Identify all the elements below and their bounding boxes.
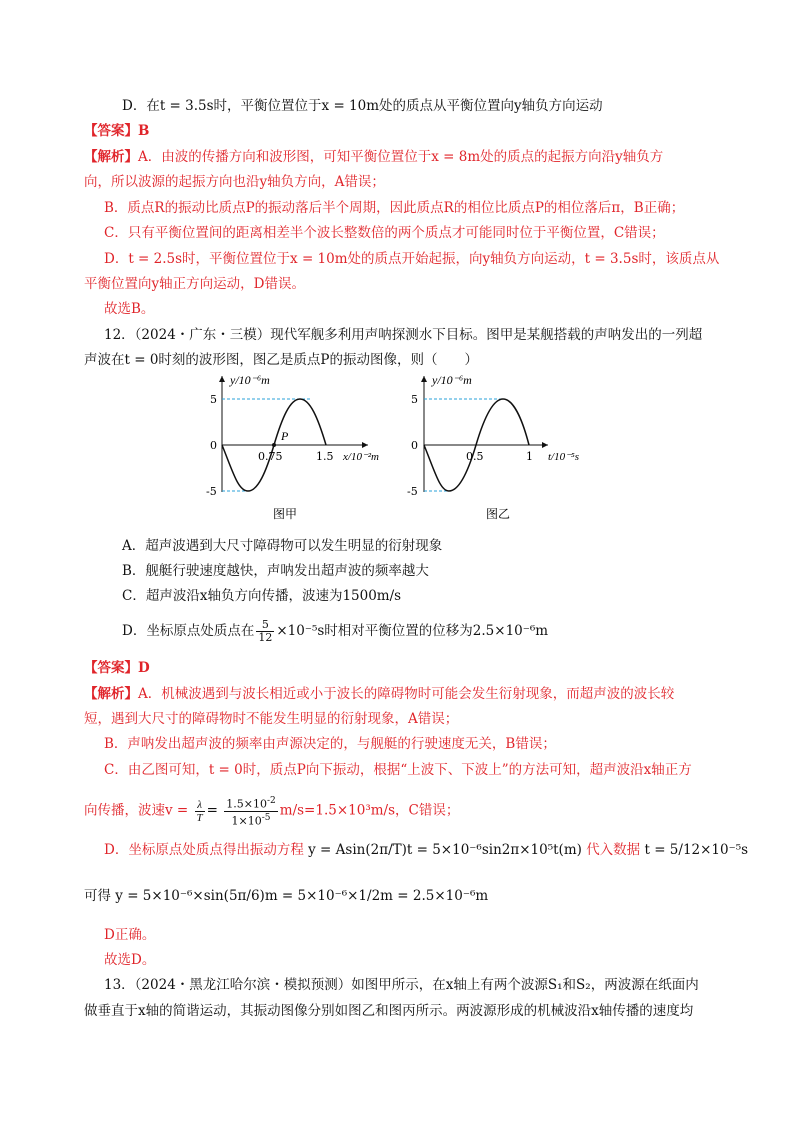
q11-analysis-4b: 平衡位置向y轴正方向运动，D错误。 xyxy=(84,276,305,292)
q12-option-a: A．超声波遇到大尺寸障碍物可以发生明显的衍射现象 xyxy=(122,538,443,554)
answer-value: B xyxy=(138,123,150,139)
q12-answer-line xyxy=(84,658,150,678)
q12-analysis-6: D正确。 xyxy=(104,927,156,943)
q12-stem-a: 12．（2024・广东・三模）现代军舰多利用声呐探测水下目标。图甲是某舰搭载的声呐发出的一列超 xyxy=(104,327,703,343)
vibration-equation: y = Asin(2π/T)t = 5×10⁻⁶sin2π×10⁵t(m) xyxy=(308,842,582,858)
analysis-text: A．由波的传播方向和波形图，可知平衡位置位于x = 8m处的质点的起振方向沿y轴负方 xyxy=(138,149,664,165)
velocity-fraction-1: $\frac{\lambda}{T}$ xyxy=(196,798,203,824)
y-tick-0: 0 xyxy=(210,439,217,452)
velocity-prefix: 向传播，波速v = xyxy=(84,802,189,819)
time-value: t = 5/12×10⁻⁵s xyxy=(644,842,749,858)
y-tick-5: 5 xyxy=(411,393,418,406)
x-tick-075: 0.75 xyxy=(258,450,283,463)
analysis-4-prefix: D．坐标原点处质点得出振动方程 xyxy=(104,842,304,858)
q12-stem-b: 声波在t = 0时刻的波形图，图乙是质点P的振动图像，则（ ） xyxy=(84,352,478,368)
x-axis-label: x/10⁻²m xyxy=(343,451,379,463)
answer-tag: 【答案】 xyxy=(84,123,138,139)
y-tick-0: 0 xyxy=(411,439,418,452)
point-p xyxy=(272,443,276,447)
figure-a-wave-graph xyxy=(198,372,418,522)
q11-analysis-3: C．只有平衡位置间的距离相差半个波长整数倍的两个质点才可能同时位于平衡位置，C错误； xyxy=(104,225,665,241)
q13-stem-b: 做垂直于x轴的简谐运动，其振动图像分别如图乙和图丙所示。两波源形成的机械波沿x轴传播的速度均 xyxy=(84,1003,694,1019)
x-tick-05: 0.5 xyxy=(466,450,484,463)
option-d-suffix: ×10⁻⁵s时相对平衡位置的位移为2.5×10⁻⁶m xyxy=(276,623,549,639)
option-d-fraction xyxy=(256,619,274,644)
q12-analysis-1b: 短，遇到大尺寸的障碍物时不能发生明显的衍射现象，A错误； xyxy=(84,711,459,727)
q12-analysis-2: B．声呐发出超声波的频率由声源决定的，与舰艇的行驶速度无关，B错误； xyxy=(104,736,556,752)
q12-analysis-1a xyxy=(84,684,674,704)
y-tick-neg5: -5 xyxy=(206,485,217,498)
q11-analysis-1a xyxy=(84,147,663,167)
x-axis-label: t/10⁻⁵s xyxy=(548,451,580,463)
analysis-text: A．机械波遇到与波长相近或小于波长的障碍物时可能会发生衍射现象，而超声波的波长较 xyxy=(138,686,675,702)
q11-option-d: D．在t = 3.5s时，平衡位置位于x = 10m处的质点从平衡位置向y轴负方向运动 xyxy=(122,98,603,114)
figure-a-caption: 图甲 xyxy=(273,507,298,521)
q11-analysis-1b: 向，所以波源的起振方向也沿y轴负方向，A错误； xyxy=(84,174,385,190)
q12-option-d xyxy=(122,619,548,644)
x-tick-1: 1 xyxy=(526,450,533,463)
option-d-prefix: D．坐标原点处质点在 xyxy=(122,623,255,639)
q12-analysis-3a: C．由乙图可知，t = 0时，质点P向下振动，根据“上波下、下波上”的方法可知，超声波沿x轴正方 xyxy=(104,762,692,778)
y-tick-neg5: -5 xyxy=(407,485,418,498)
analysis-4-mid: 代入数据 xyxy=(586,842,641,858)
x-tick-15: 1.5 xyxy=(316,450,334,463)
y-axis-label: y/10⁻⁶m xyxy=(432,373,472,387)
q11-conclusion: 故选B。 xyxy=(104,301,155,317)
velocity-fraction-2: $\frac{1.5\times 10^{-2}}{1\times 10^{-5}}$ xyxy=(226,796,276,828)
y-axis-label: y/10⁻⁶m xyxy=(230,373,270,387)
q12-analysis-4 xyxy=(104,840,748,860)
q12-conclusion: 故选D。 xyxy=(104,952,156,968)
point-p-label: P xyxy=(281,429,289,443)
y-tick-5: 5 xyxy=(210,393,217,406)
analysis-tag: 【解析】 xyxy=(84,686,138,702)
fraction-numerator: 5 xyxy=(256,619,274,632)
q12-analysis-5: 可得 y = 5×10⁻⁶×sin(5π/6)m = 5×10⁻⁶×1/2m = 2.5×10⁻⁶m xyxy=(84,888,489,904)
q12-analysis-3b: 向传播，波速v = $\frac{\lambda}{T}$ = $\frac{1.5\times 10^{-2}}{1\times 10^{-5}}$ m/s=1.5×10³m/s，C错误； xyxy=(84,796,460,828)
q12-option-c: C．超声波沿x轴负方向传播，波速为1500m/s xyxy=(122,588,402,604)
q11-analysis-4a: D．t = 2.5s时，平衡位置位于x = 10m处的质点开始起振，向y轴负方向运动，t = 3.5s时，该质点从 xyxy=(104,251,720,267)
q11-analysis-2: B．质点R的振动比质点P的振动落后半个周期，因此质点R的相位比质点P的相位落后π，B正确； xyxy=(104,200,685,216)
figure-b-vibration-graph xyxy=(398,372,628,522)
answer-tag: 【答案】 xyxy=(84,660,138,676)
q12-option-b: B．舰艇行驶速度越快，声呐发出超声波的频率越大 xyxy=(122,563,429,579)
velocity-suffix: m/s=1.5×10³m/s，C错误； xyxy=(279,802,460,819)
analysis-tag: 【解析】 xyxy=(84,149,138,165)
figure-b-caption: 图乙 xyxy=(486,507,511,521)
answer-value: D xyxy=(138,660,150,676)
q13-stem-a: 13．（2024・黑龙江哈尔滨・模拟预测）如图甲所示，在x轴上有两个波源S₁和S₂，两波源在纸面内 xyxy=(104,977,699,993)
q11-answer-line xyxy=(84,121,149,141)
fraction-denominator: 12 xyxy=(258,631,273,644)
